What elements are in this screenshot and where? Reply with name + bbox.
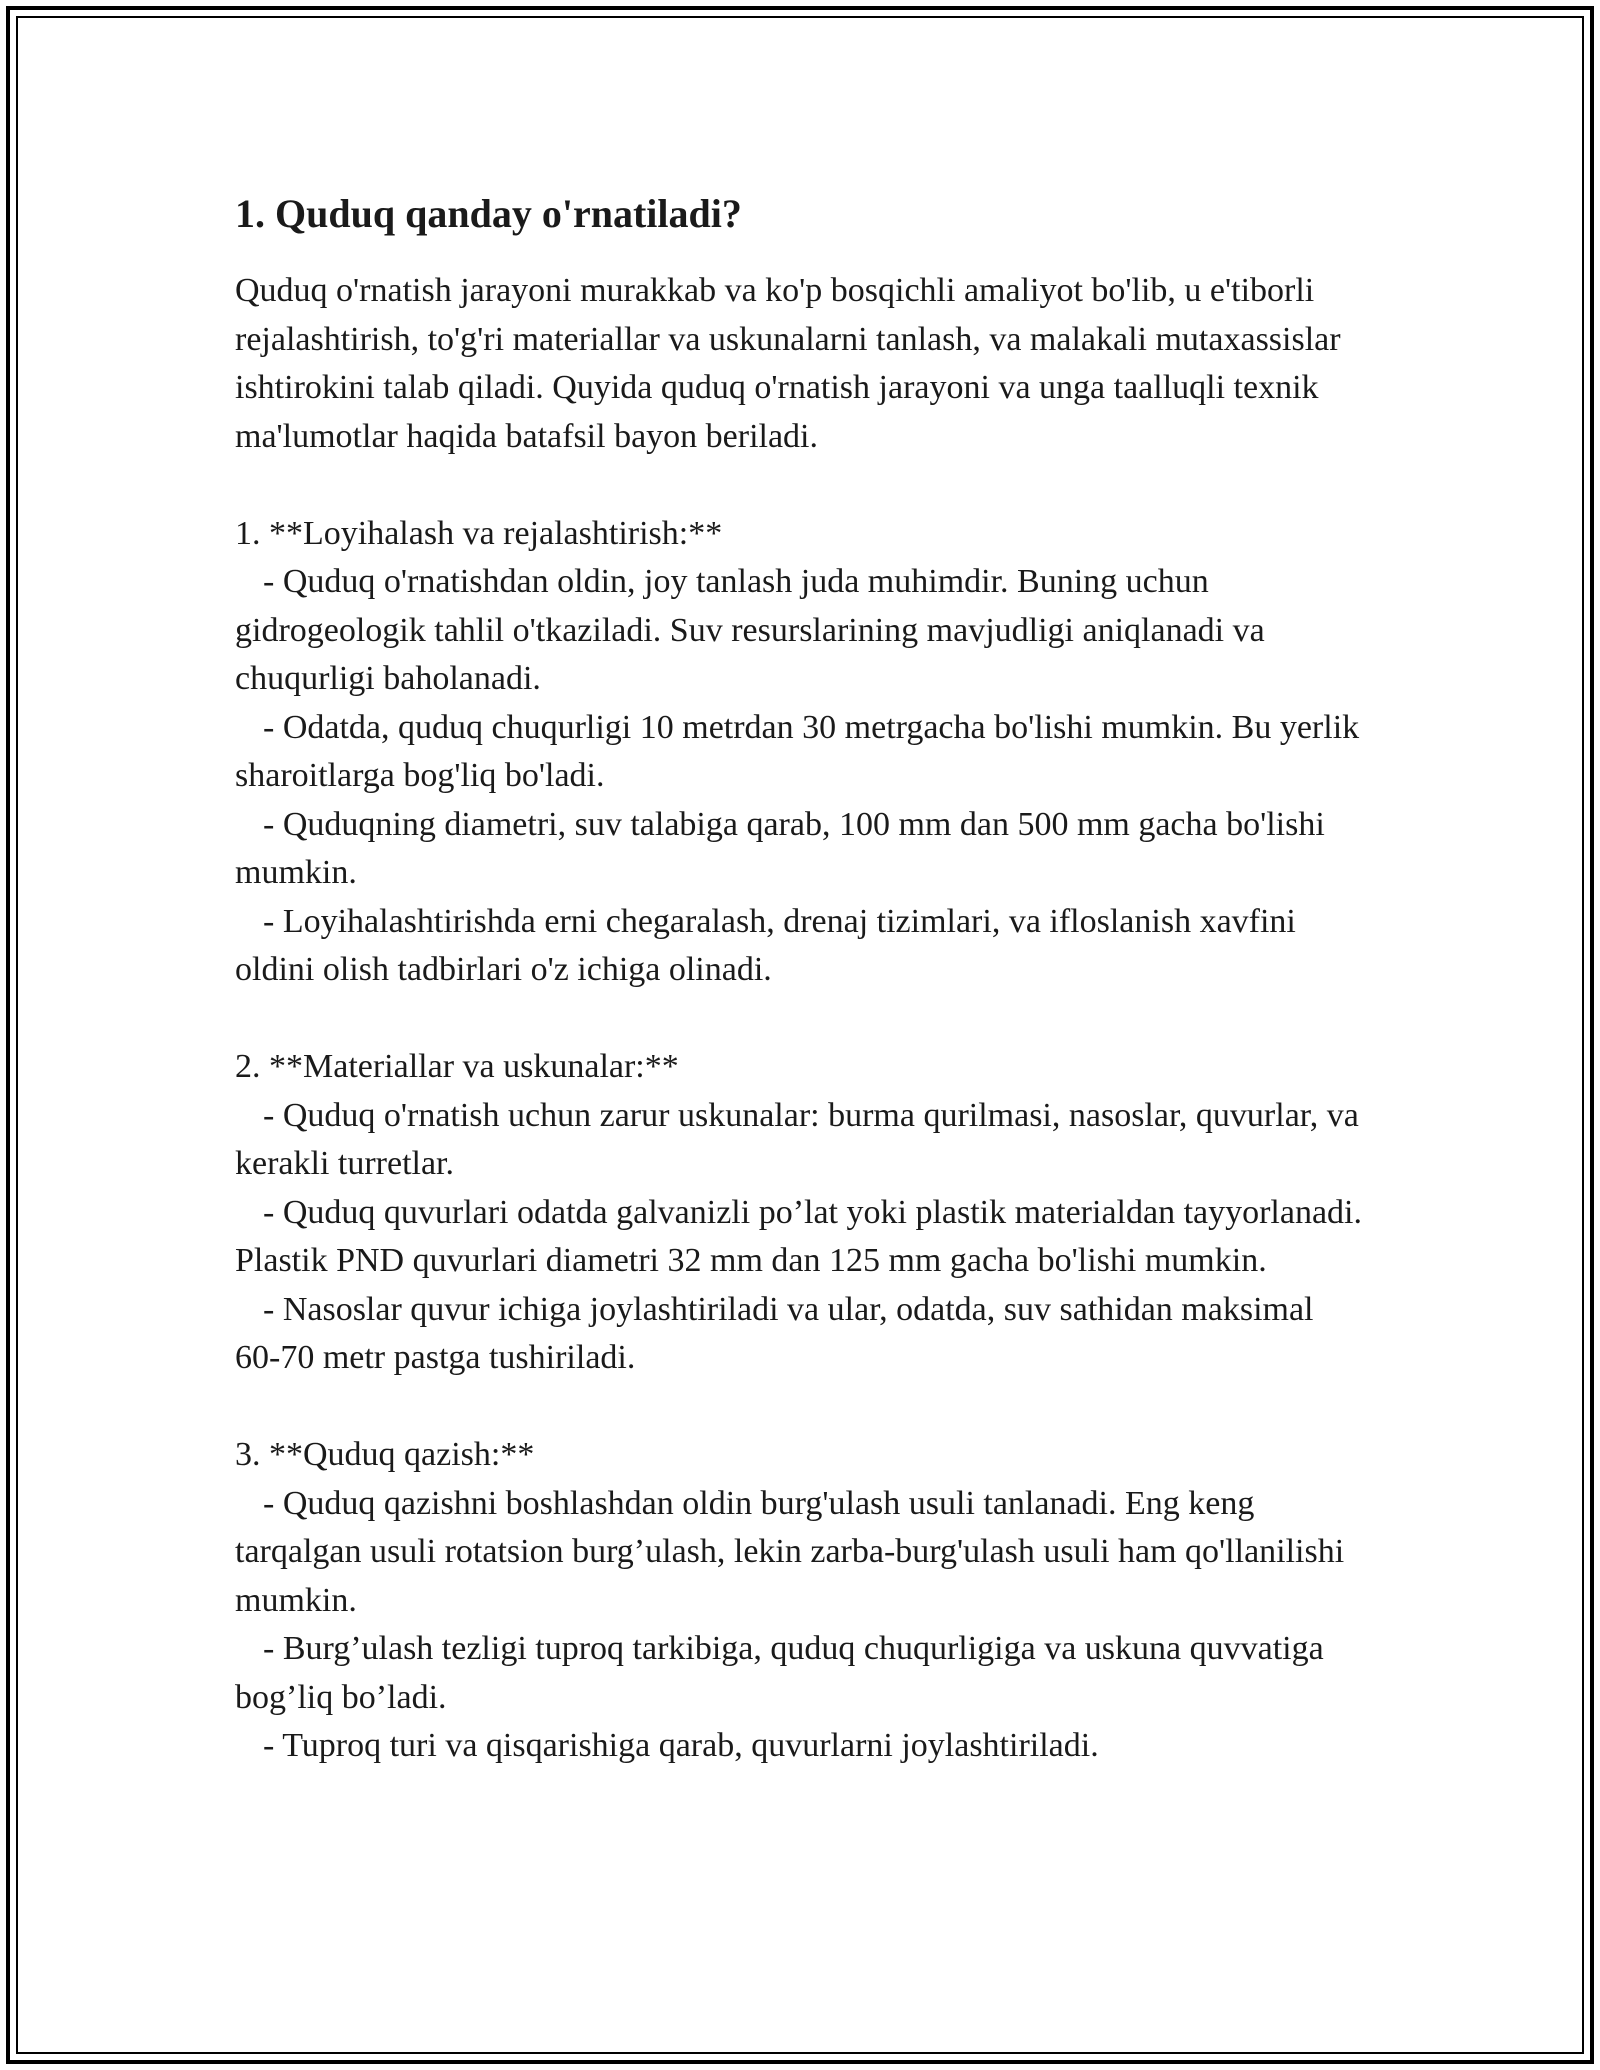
list-item: - Quduq qazishni boshlashdan oldin burg'ulash usuli tanlanadi. Eng keng tarqalgan usuli rotatsion burg’ulash, lekin zarba-burg'ulash usuli ham qo'llanilishi mumkin. <box>235 1484 1345 1619</box>
section-title: 2. **Materiallar va uskunalar:** <box>235 1048 679 1085</box>
list-item: - Burg’ulash tezligi tuproq tarkibiga, quduq chuqurligiga va uskuna quvvatiga bog’liq bo’ladi. <box>235 1630 1324 1716</box>
list-item: - Loyihalashtirishda erni chegaralash, drenaj tizimlari, va ifloslanish xavfini oldini olish tadbirlari o'z ichiga olinadi. <box>235 902 1296 988</box>
list-item: - Quduqning diametri, suv talabiga qarab, 100 mm dan 500 mm gacha bo'lishi mumkin. <box>235 805 1325 891</box>
section-well-drilling <box>235 1431 1365 1771</box>
list-item: - Odatda, quduq chuqurligi 10 metrdan 30 metrgacha bo'lishi mumkin. Bu yerlik sharoitlarga bog'liq bo'ladi. <box>235 708 1360 794</box>
section-title: 1. **Loyihalash va rejalashtirish:** <box>235 514 723 552</box>
document-heading: 1. Quduq qanday o'rnatiladi? <box>235 191 742 236</box>
section-design-planning <box>235 510 1365 995</box>
list-item: - Quduq o'rnatish uchun zarur uskunalar: burma qurilmasi, nasoslar, quvurlar, va kerakli turretlar. <box>235 1096 1359 1182</box>
list-item: - Nasoslar quvur ichiga joylashtiriladi va ular, odatda, suv sathidan maksimal 60-70 metr pastga tushiriladi. <box>235 1290 1314 1376</box>
list-item: - Quduq quvurlari odatda galvanizli po’lat yoki plastik materialdan tayyorlanadi. Plastik PND quvurlari diametri 32 mm dan 125 mm gacha bo'lishi mumkin. <box>235 1193 1363 1279</box>
intro-paragraph: Quduq o'rnatish jarayoni murakkab va ko'p bosqichli amaliyot bo'lib, u e'tiborli rejalashtirish, to'g'ri materiallar va uskunalarni tanlash, va malakali mutaxassislar ishtirokini talab qiladi. Quyida quduq o'rnatish jarayoni va unga taalluqli texnik ma'lumotlar haqida batafsil bayon beriladi. <box>235 272 1350 455</box>
list-item: - Tuproq turi va qisqarishiga qarab, quvurlarni joylashtiriladi. <box>263 1727 1099 1764</box>
document-body <box>235 185 1365 1771</box>
section-materials-equipment <box>235 1043 1365 1383</box>
list-item: - Quduq o'rnatishdan oldin, joy tanlash juda muhimdir. Buning uchun gidrogeologik tahlil o'tkaziladi. Suv resurslarining mavjudligi aniqlanadi va chuqurligi baholanadi. <box>235 563 1265 697</box>
section-title: 3. **Quduq qazish:** <box>235 1436 535 1473</box>
